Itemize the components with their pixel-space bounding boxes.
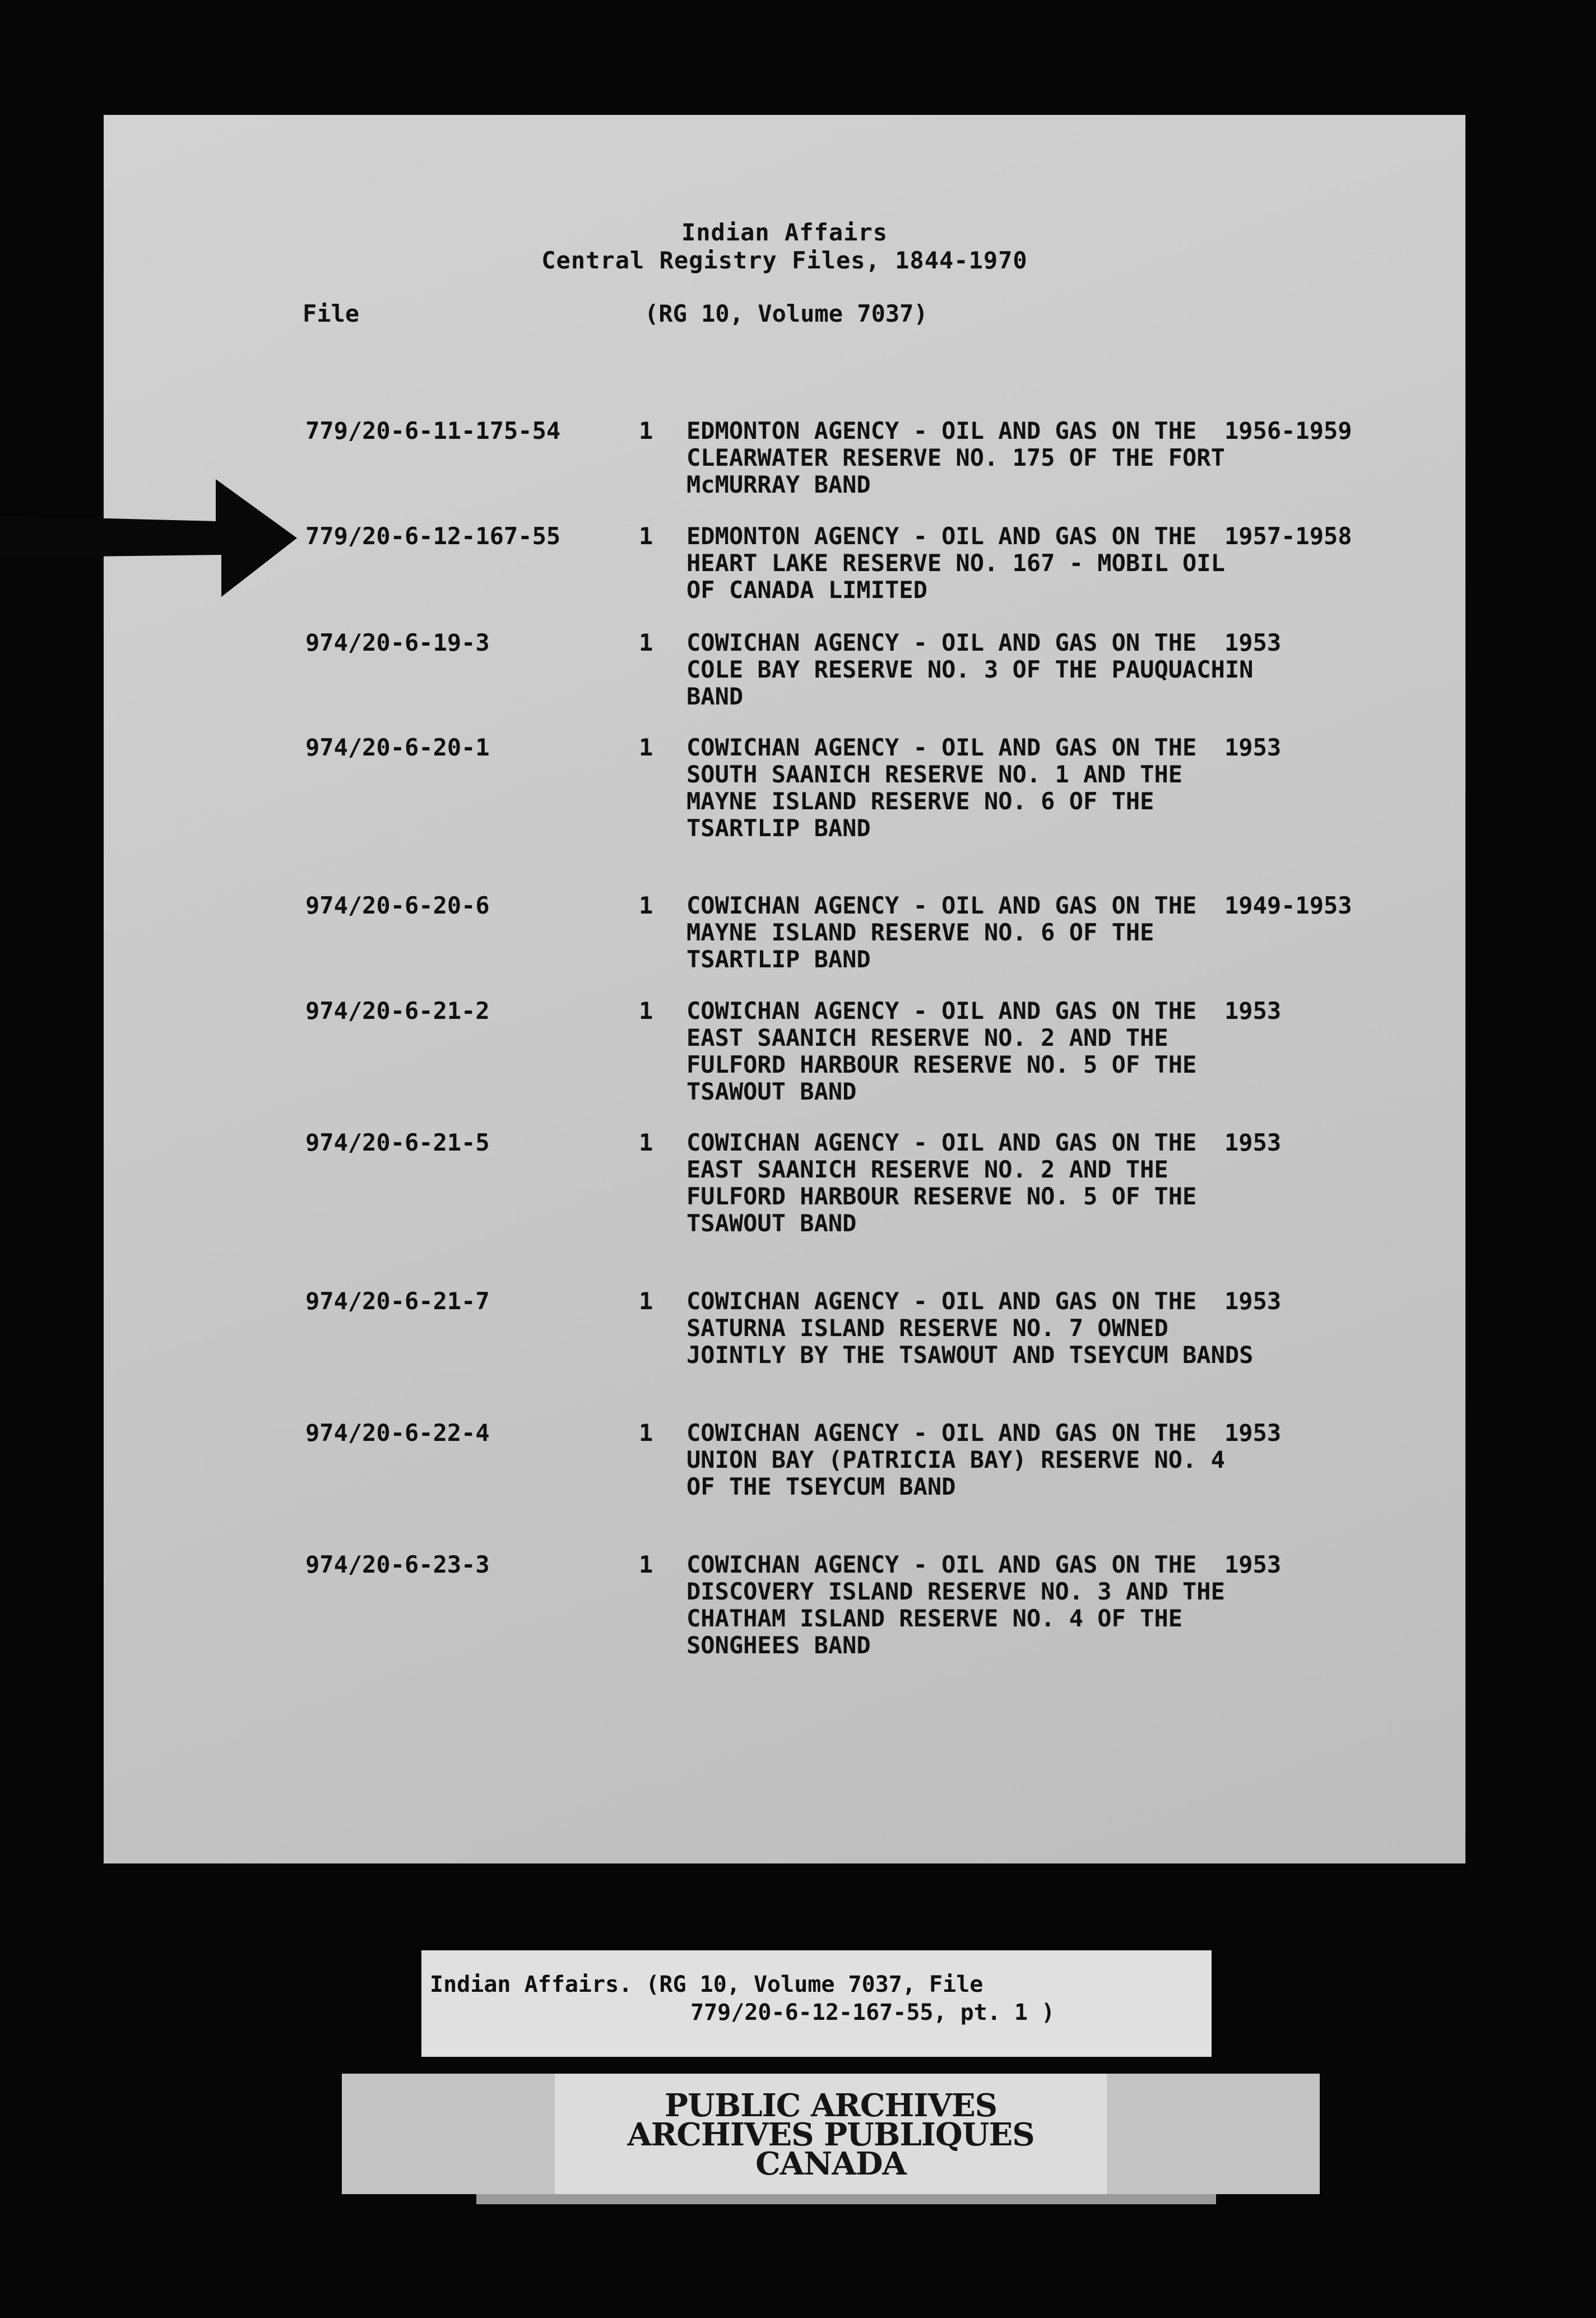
file-dates: 1953	[1224, 1287, 1282, 1315]
file-description: EDMONTON AGENCY - OIL AND GAS ON THE HEART LAKE RESERVE NO. 167 - MOBIL OIL OF CANADA LIMITED	[686, 522, 1225, 604]
archives-stamp	[555, 2074, 1107, 2194]
file-number: 974/20-6-21-2	[305, 997, 490, 1024]
file-dates: 1956-1959	[1224, 417, 1352, 444]
file-dates: 1953	[1224, 1551, 1282, 1578]
file-number: 974/20-6-20-6	[305, 892, 490, 919]
volume-count: 1	[639, 734, 653, 761]
file-number: 779/20-6-11-175-54	[305, 417, 561, 444]
stamp-line-1: PUBLIC ARCHIVES	[664, 2087, 998, 2124]
file-number: 974/20-6-21-7	[305, 1287, 490, 1315]
volume-count: 1	[639, 1129, 653, 1156]
archives-stamp-bar	[342, 2074, 1320, 2194]
file-dates: 1953	[1224, 734, 1282, 761]
pointer-arrow-icon	[0, 479, 297, 597]
file-number: 974/20-6-21-5	[305, 1129, 490, 1156]
file-description: COWICHAN AGENCY - OIL AND GAS ON THE UNION BAY (PATRICIA BAY) RESERVE NO. 4 OF THE TSEYCUM BAND	[686, 1419, 1225, 1500]
volume-count: 1	[639, 1419, 653, 1447]
volume-count: 1	[639, 417, 653, 444]
volume-count: 1	[639, 1551, 653, 1578]
volume-count: 1	[639, 892, 653, 919]
file-number: 974/20-6-20-1	[305, 734, 490, 761]
caption-line-1: Indian Affairs. (RG 10, Volume 7037, File	[430, 1972, 983, 1997]
file-number: 974/20-6-23-3	[305, 1551, 490, 1578]
file-dates: 1949-1953	[1224, 892, 1352, 919]
film-edge-strip	[476, 2194, 1216, 2204]
file-description: EDMONTON AGENCY - OIL AND GAS ON THE CLEARWATER RESERVE NO. 175 OF THE FORT McMURRAY BAND	[686, 417, 1225, 498]
header-subtitle: Central Registry Files, 1844-1970	[541, 247, 1028, 274]
file-description: COWICHAN AGENCY - OIL AND GAS ON THE DISCOVERY ISLAND RESERVE NO. 3 AND THE CHATHAM ISLAND RESERVE NO. 4 OF THE SONGHEES BAND	[686, 1551, 1225, 1659]
stamp-line-3: CANADA	[755, 2145, 906, 2182]
stamp-line-2: ARCHIVES PUBLIQUES	[627, 2116, 1034, 2153]
volume-label: (RG 10, Volume 7037)	[644, 300, 928, 327]
volume-count: 1	[639, 629, 653, 656]
archival-caption	[421, 1950, 1212, 2057]
file-dates: 1953	[1224, 629, 1282, 656]
file-number: 974/20-6-22-4	[305, 1419, 490, 1447]
file-description: COWICHAN AGENCY - OIL AND GAS ON THE MAYNE ISLAND RESERVE NO. 6 OF THE TSARTLIP BAND	[686, 892, 1197, 973]
file-description: COWICHAN AGENCY - OIL AND GAS ON THE COLE BAY RESERVE NO. 3 OF THE PAUQUACHIN BAND	[686, 629, 1254, 710]
file-dates: 1953	[1224, 1419, 1282, 1447]
file-description: COWICHAN AGENCY - OIL AND GAS ON THE EAST SAANICH RESERVE NO. 2 AND THE FULFORD HARBOUR RESERVE NO. 5 OF THE TSAWOUT BAND	[686, 1129, 1197, 1237]
file-description: COWICHAN AGENCY - OIL AND GAS ON THE EAST SAANICH RESERVE NO. 2 AND THE FULFORD HARBOUR RESERVE NO. 5 OF THE TSAWOUT BAND	[686, 997, 1197, 1105]
file-number: 974/20-6-19-3	[305, 629, 490, 656]
volume-count: 1	[639, 522, 653, 550]
file-dates: 1957-1958	[1224, 522, 1352, 550]
file-dates: 1953	[1224, 1129, 1282, 1156]
file-number: 779/20-6-12-167-55	[305, 522, 561, 550]
file-description: COWICHAN AGENCY - OIL AND GAS ON THE SOUTH SAANICH RESERVE NO. 1 AND THE MAYNE ISLAND RESERVE NO. 6 OF THE TSARTLIP BAND	[686, 734, 1197, 842]
document-page	[104, 115, 1465, 1863]
header-title: Indian Affairs	[681, 219, 888, 246]
file-column-label: File	[303, 300, 360, 327]
file-dates: 1953	[1224, 997, 1282, 1024]
file-description: COWICHAN AGENCY - OIL AND GAS ON THE SATURNA ISLAND RESERVE NO. 7 OWNED JOINTLY BY THE TSAWOUT AND TSEYCUM BANDS	[686, 1287, 1254, 1369]
volume-count: 1	[639, 997, 653, 1024]
volume-count: 1	[639, 1287, 653, 1315]
caption-line-2: 779/20-6-12-167-55, pt. 1 )	[690, 2000, 1055, 2025]
